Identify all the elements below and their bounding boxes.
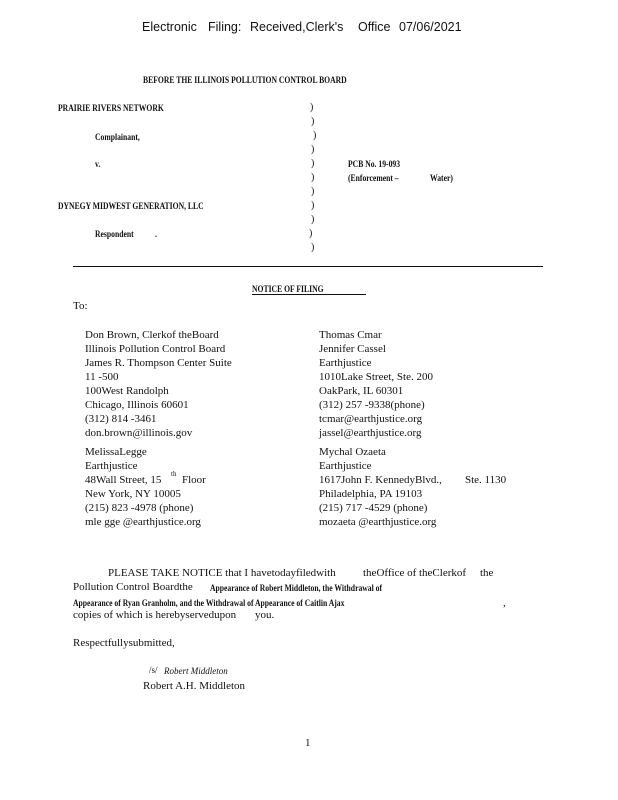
address-line: (215) 717 -4529 (phone) — [319, 502, 428, 514]
notice-documents: Appearance of Robert Middleton, the Withdrawal of — [210, 583, 383, 593]
address-line: (312) 814 -3461 — [85, 413, 157, 425]
address-line: New York, NY 10005 — [85, 488, 181, 500]
address-line: 11 -500 — [85, 371, 119, 383]
address-line: Earthjustice — [319, 460, 372, 472]
notice-text: Pollution Control Boardthe — [73, 581, 193, 593]
caption-paren: ) — [311, 186, 315, 197]
caption-paren: ) — [311, 214, 315, 225]
address-line: Philadelphia, PA 19103 — [319, 488, 423, 500]
address-email: jassel@earthjustice.org — [319, 427, 422, 439]
header-electronic: Electronic — [142, 20, 197, 34]
notice-title-underline — [252, 294, 366, 295]
address-line: 48Wall Street, 15 — [85, 474, 162, 486]
notice-text: PLEASE TAKE NOTICE that I havetodayfiledwith — [108, 567, 336, 579]
address-line: James R. Thompson Center Suite — [85, 357, 232, 369]
address-line: Earthjustice — [85, 460, 138, 472]
address-line: Don Brown, Clerkof theBoard — [85, 329, 219, 341]
board-title: BEFORE THE ILLINOIS POLLUTION CONTROL BOARD — [143, 75, 347, 85]
respondent-name: DYNEGY MIDWEST GENERATION, LLC — [58, 201, 204, 211]
caption-paren: ) — [311, 242, 315, 253]
caption-paren: ) — [311, 172, 315, 183]
to-label: To: — [73, 300, 88, 312]
address-email: mozaeta @earthjustice.org — [319, 516, 437, 528]
versus: v. — [95, 159, 101, 169]
signature-prefix: /s/ — [149, 665, 158, 675]
page-number: 1 — [305, 737, 311, 749]
address-line: Thomas Cmar — [319, 329, 382, 341]
caption-paren: ) — [310, 102, 314, 113]
notice-text: copies of which is herebyservedupon — [73, 609, 237, 621]
notice-text: , — [503, 597, 506, 609]
caption-paren: ) — [311, 144, 315, 155]
address-line: Ste. 1130 — [465, 474, 507, 486]
address-line: Earthjustice — [319, 357, 372, 369]
address-email: don.brown@illinois.gov — [85, 427, 193, 439]
address-superscript: th — [171, 470, 177, 478]
caption-paren: ) — [313, 130, 317, 141]
header-office: Office — [358, 20, 391, 34]
signer-name: Robert A.H. Middleton — [143, 680, 246, 692]
address-line: Illinois Pollution Control Board — [85, 343, 226, 355]
caption-paren: ) — [311, 158, 315, 169]
closing-respectfully: Respectfullysubmitted, — [73, 637, 175, 649]
address-line: Floor — [182, 474, 206, 486]
complainant-name: PRAIRIE RIVERS NETWORK — [58, 103, 164, 113]
notice-text: the — [480, 567, 494, 579]
case-number: PCB No. 19-093 — [348, 159, 401, 169]
header-date: 07/06/2021 — [399, 20, 462, 34]
respondent-label: Respondent — [95, 229, 134, 239]
address-line: OakPark, IL 60301 — [319, 385, 404, 397]
complainant-label: Complainant, — [95, 132, 140, 142]
notice-text: you. — [255, 609, 275, 621]
header-received: Received,Clerk's — [250, 20, 344, 34]
address-line: MelissaLegge — [85, 446, 147, 458]
address-line: 1617John F. KennedyBlvd., — [319, 474, 442, 486]
address-line: (215) 823 -4978 (phone) — [85, 502, 194, 514]
address-line: Chicago, Illinois 60601 — [85, 399, 189, 411]
header-filing: Filing: — [208, 20, 242, 34]
caption-paren: ) — [311, 200, 315, 211]
water-label: Water) — [430, 173, 453, 183]
address-line: Jennifer Cassel — [319, 343, 386, 355]
address-email: tcmar@earthjustice.org — [319, 413, 423, 425]
address-line: 100West Randolph — [85, 385, 169, 397]
notice-title: NOTICE OF FILING — [252, 284, 324, 294]
caption-divider — [73, 266, 543, 267]
notice-documents: Appearance of Ryan Granholm, and the Withdrawal of Appearance of Caitlin Ajax — [73, 598, 345, 608]
notice-text: theOffice of theClerkof — [363, 567, 467, 579]
caption-paren: ) — [309, 228, 313, 239]
address-email: mle gge @earthjustice.org — [85, 516, 201, 528]
address-line: 1010Lake Street, Ste. 200 — [319, 371, 433, 383]
enforcement-label: (Enforcement – — [348, 173, 399, 183]
respondent-period: . — [155, 229, 157, 239]
address-line: (312) 257 -9338(phone) — [319, 399, 425, 411]
caption-paren: ) — [311, 116, 315, 127]
signature-name: Robert Middleton — [164, 666, 228, 676]
address-line: Mychal Ozaeta — [319, 446, 386, 458]
